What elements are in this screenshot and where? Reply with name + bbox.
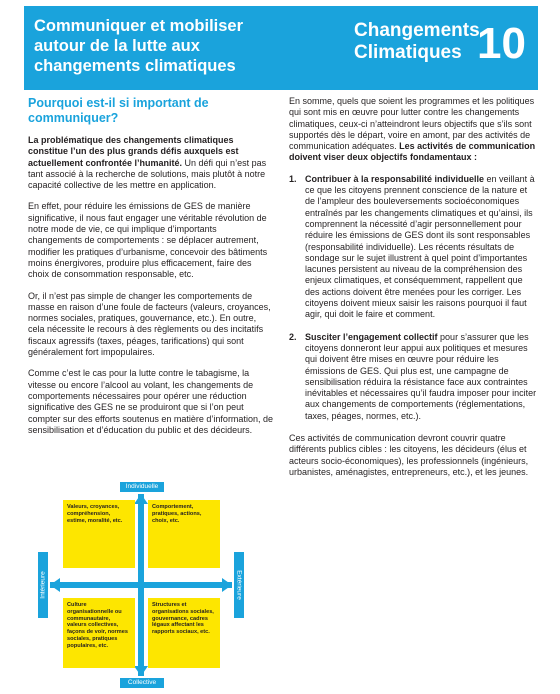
topic-label: Changements Climatiques — [354, 20, 480, 63]
objective-text: en veillant à ce que les citoyens prennent conscience de la nature et de l’ampleur des bouleversements socioéconomiques entraînés par les changements climatiques et qu’ainsi, ils comprennent la nécessité d’agir personnellement pour réduire les émissions de GES dont ils sont responsables (responsabilité individuelle). Les récents résultats de sondage sur le sujet illustrent à quel point d’importantes lacunes persistent au niveau de la compréhension des enjeux climatiques, et conséquemment, rappellent que des actions doivent être menées pour les corriger. Les citoyens doivent mieux saisir les raisons pourquoi il faut agir, qui doit le faire et comment. — [305, 173, 535, 320]
intro-rest: Un défi qui n’est pas tant associé à la recherche de solutions, mais plutôt à notre capacité collective de les mettre en application. — [28, 157, 267, 191]
paragraph-3: Or, il n’est pas simple de changer les comportements de masse en raison d’une foule de facteurs (valeurs, croyances, normes sociales, pratiques, gouvernance, etc.). En outre, cela nécessite le recours à des règlements ou des incitatifs fiscaux agressifs (taxes, péages, tarifications) qui sont généralement fort impopulaires. — [28, 290, 271, 358]
closing-paragraph: Ces activités de communication devront couvrir quatre différents publics cibles : les citoyens, les décideurs (élus et acteurs socio-économiques), les professionnels (ingénieurs, urbanistes, aménagistes, entrepreneurs, etc.), et les jeunes. — [289, 433, 529, 477]
header-banner — [24, 6, 538, 90]
objective-number: 2. — [289, 331, 297, 342]
sheet-number: 10 — [477, 19, 526, 68]
quadrant-collective-interior: Culture organisationnelle ou communautaire, valeurs collectives, façons de voir, normes sociales, pratiques populaires, etc. — [63, 598, 135, 668]
axis-label-interieure-text: Intérieure — [39, 571, 47, 599]
objective-item-1 — [289, 174, 537, 321]
intro-paragraph — [28, 135, 273, 191]
section-title: Pourquoi est-il si important de communiquer? — [28, 96, 209, 125]
axis-label-interieure — [38, 552, 48, 618]
quadrant-diagram — [38, 482, 244, 688]
intro-bold: La problématique des changements climatiques constitue l’un des plus grands défis auxquels est actuellement confrontée l’humanité. — [28, 135, 239, 168]
objective-number: 1. — [289, 173, 297, 184]
paragraph-4: Comme c’est le cas pour la lutte contre le tabagisme, la vitesse ou encore l’alcool au volant, les changements de comportements nécessaires pour opérer une réduction significative des GES ne se produiront que si l’on peut compter sur des efforts soutenus en matière d’information, de sensibilisation et d’éducation du public et des décideurs. — [28, 368, 273, 435]
axis-label-exterieure — [234, 552, 244, 618]
axis-label-individuelle: Individuelle — [120, 482, 164, 492]
objective-text: pour s’assurer que les citoyens donneront leur appui aux politiques et mesures qui doivent être mises en œuvre pour réduire les émissions de GES. Qui plus est, une campagne de sensibilisation réduira la résistance face aux contraintes inévitables et nécessaires qu’il faudra imposer pour inciter aux changements de comportements (réglementations, taxes, péages, normes, etc.). — [305, 331, 537, 421]
paragraph-2: En effet, pour réduire les émissions de GES de manière significative, il nous faut engager une véritable révolution de notre mode de vie, ce qui implique d’importants changements de comportements : se déplacer autrement, modifier les pratiques d’urbanisme, concevoir des bâtiments moins énergivores, produire plus efficacement, faire des choix de consommation responsable, etc. — [28, 201, 268, 280]
right-paragraph-1-text: En somme, quels que soient les programmes et les politiques qui sont mis en œuvre pour lutter contre les changements climatiques, ceux-ci n’atteindront leurs objectifs que s’ils sont supportés dès le départ, voire en amont, par des activités de communication adéquates. — [289, 96, 535, 152]
objective-item-2 — [289, 332, 537, 422]
quadrant-individual-exterior: Comportement, pratiques, actions, choix, etc. — [148, 500, 220, 568]
quadrant-collective-exterior: Structures et organisations sociales, gouvernance, cadres légaux affectant les rapports sociaux, etc. — [148, 598, 220, 668]
right-paragraph-1 — [289, 96, 537, 164]
objective-title: Susciter l’engagement collectif — [305, 331, 438, 342]
page-title: Communiquer et mobiliser autour de la lutte aux changements climatiques — [34, 17, 244, 75]
objectives-list — [289, 174, 537, 422]
axis-label-exterieure-text: Extérieure — [235, 570, 243, 600]
right-column — [289, 96, 537, 488]
left-column — [28, 96, 273, 446]
objectives-heading: Les activités de communication doivent viser deux objectifs fondamentaux : — [289, 141, 536, 163]
quadrant-individual-interior: Valeurs, croyances, compréhension, estime, moralité, etc. — [63, 500, 135, 568]
objective-title: Contribuer à la responsabilité individuelle — [305, 173, 485, 184]
axis-label-collective: Collective — [120, 678, 164, 688]
